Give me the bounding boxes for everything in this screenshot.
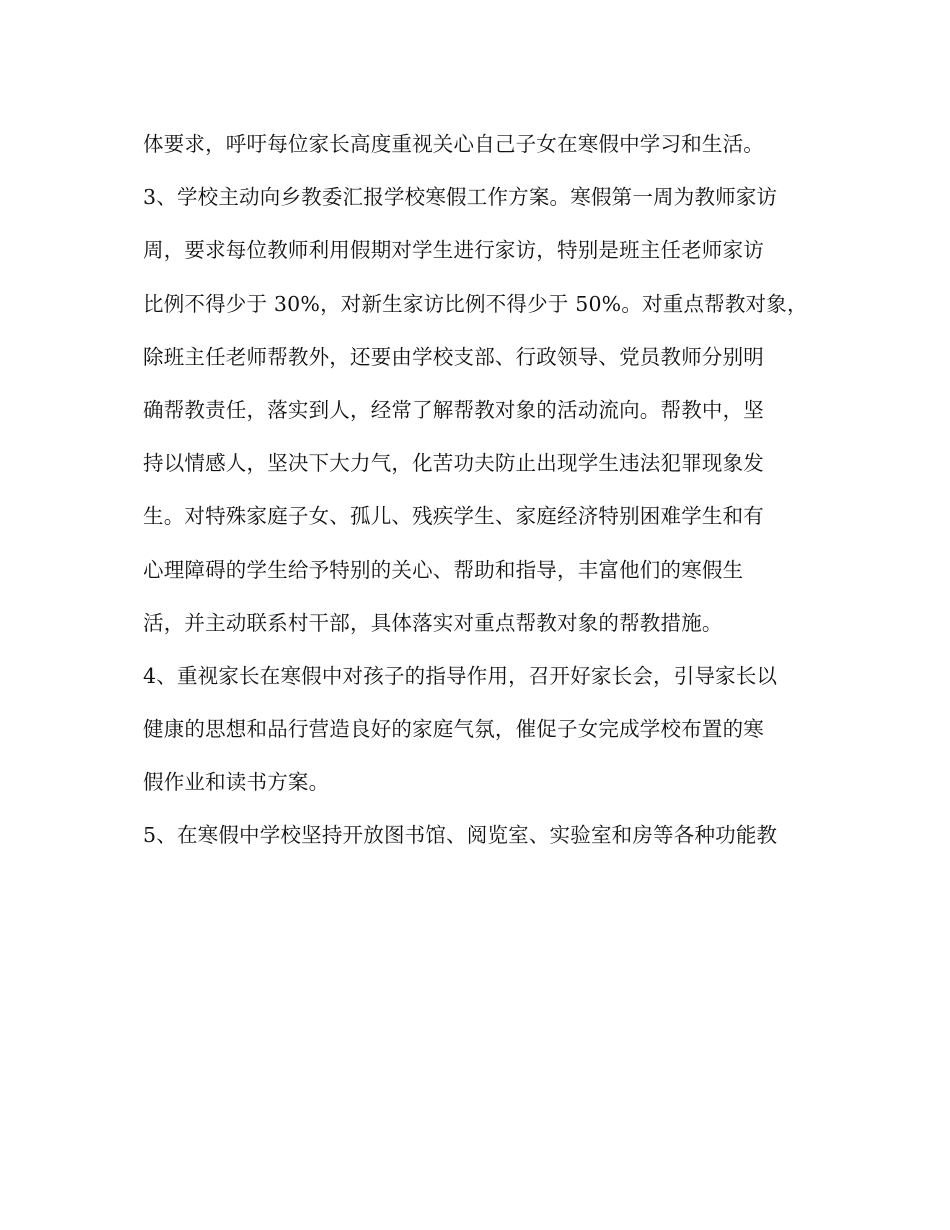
text-line: 确帮教责任，落实到人，经常了解帮教对象的活动流向。帮教中，坚 bbox=[143, 397, 764, 422]
text-line: 比例不得少于 30%，对新生家访比例不得少于 50%。对重点帮教对象， bbox=[143, 291, 808, 316]
text-line: 心理障碍的学生给予特别的关心、帮助和指导，丰富他们的寒假生 bbox=[143, 557, 744, 582]
text-line: 假作业和读书方案。 bbox=[143, 770, 330, 795]
text-line: 体要求，呼吁每位家长高度重视关心自己子女在寒假中学习和生活。 bbox=[143, 132, 764, 156]
text-line: 生。对特殊家庭子女、孤儿、残疾学生、家庭经济特别困难学生和有 bbox=[143, 504, 764, 529]
text-line: 持以情感人，坚决下大力气，化苦功夫防止出现学生违法犯罪现象发 bbox=[143, 451, 764, 476]
text-line: 5、在寒假中学校坚持开放图书馆、阅览室、实验室和房等各种功能教 bbox=[143, 823, 778, 848]
text-line: 3、学校主动向乡教委汇报学校寒假工作方案。寒假第一周为教师家访 bbox=[143, 185, 778, 210]
text-line: 周，要求每位教师利用假期对学生进行家访，特别是班主任老师家访 bbox=[143, 238, 764, 263]
text-line: 健康的思想和品行营造良好的家庭气氛，催促子女完成学校布置的寒 bbox=[143, 717, 764, 742]
document-body bbox=[143, 122, 823, 867]
text-line: 除班主任老师帮教外，还要由学校支部、行政领导、党员教师分别明 bbox=[143, 344, 764, 369]
text-line: 活，并主动联系村干部，具体落实对重点帮教对象的帮教措施。 bbox=[143, 610, 723, 635]
text-line: 4、重视家长在寒假中对孩子的指导作用，召开好家长会，引导家长以 bbox=[143, 663, 778, 688]
